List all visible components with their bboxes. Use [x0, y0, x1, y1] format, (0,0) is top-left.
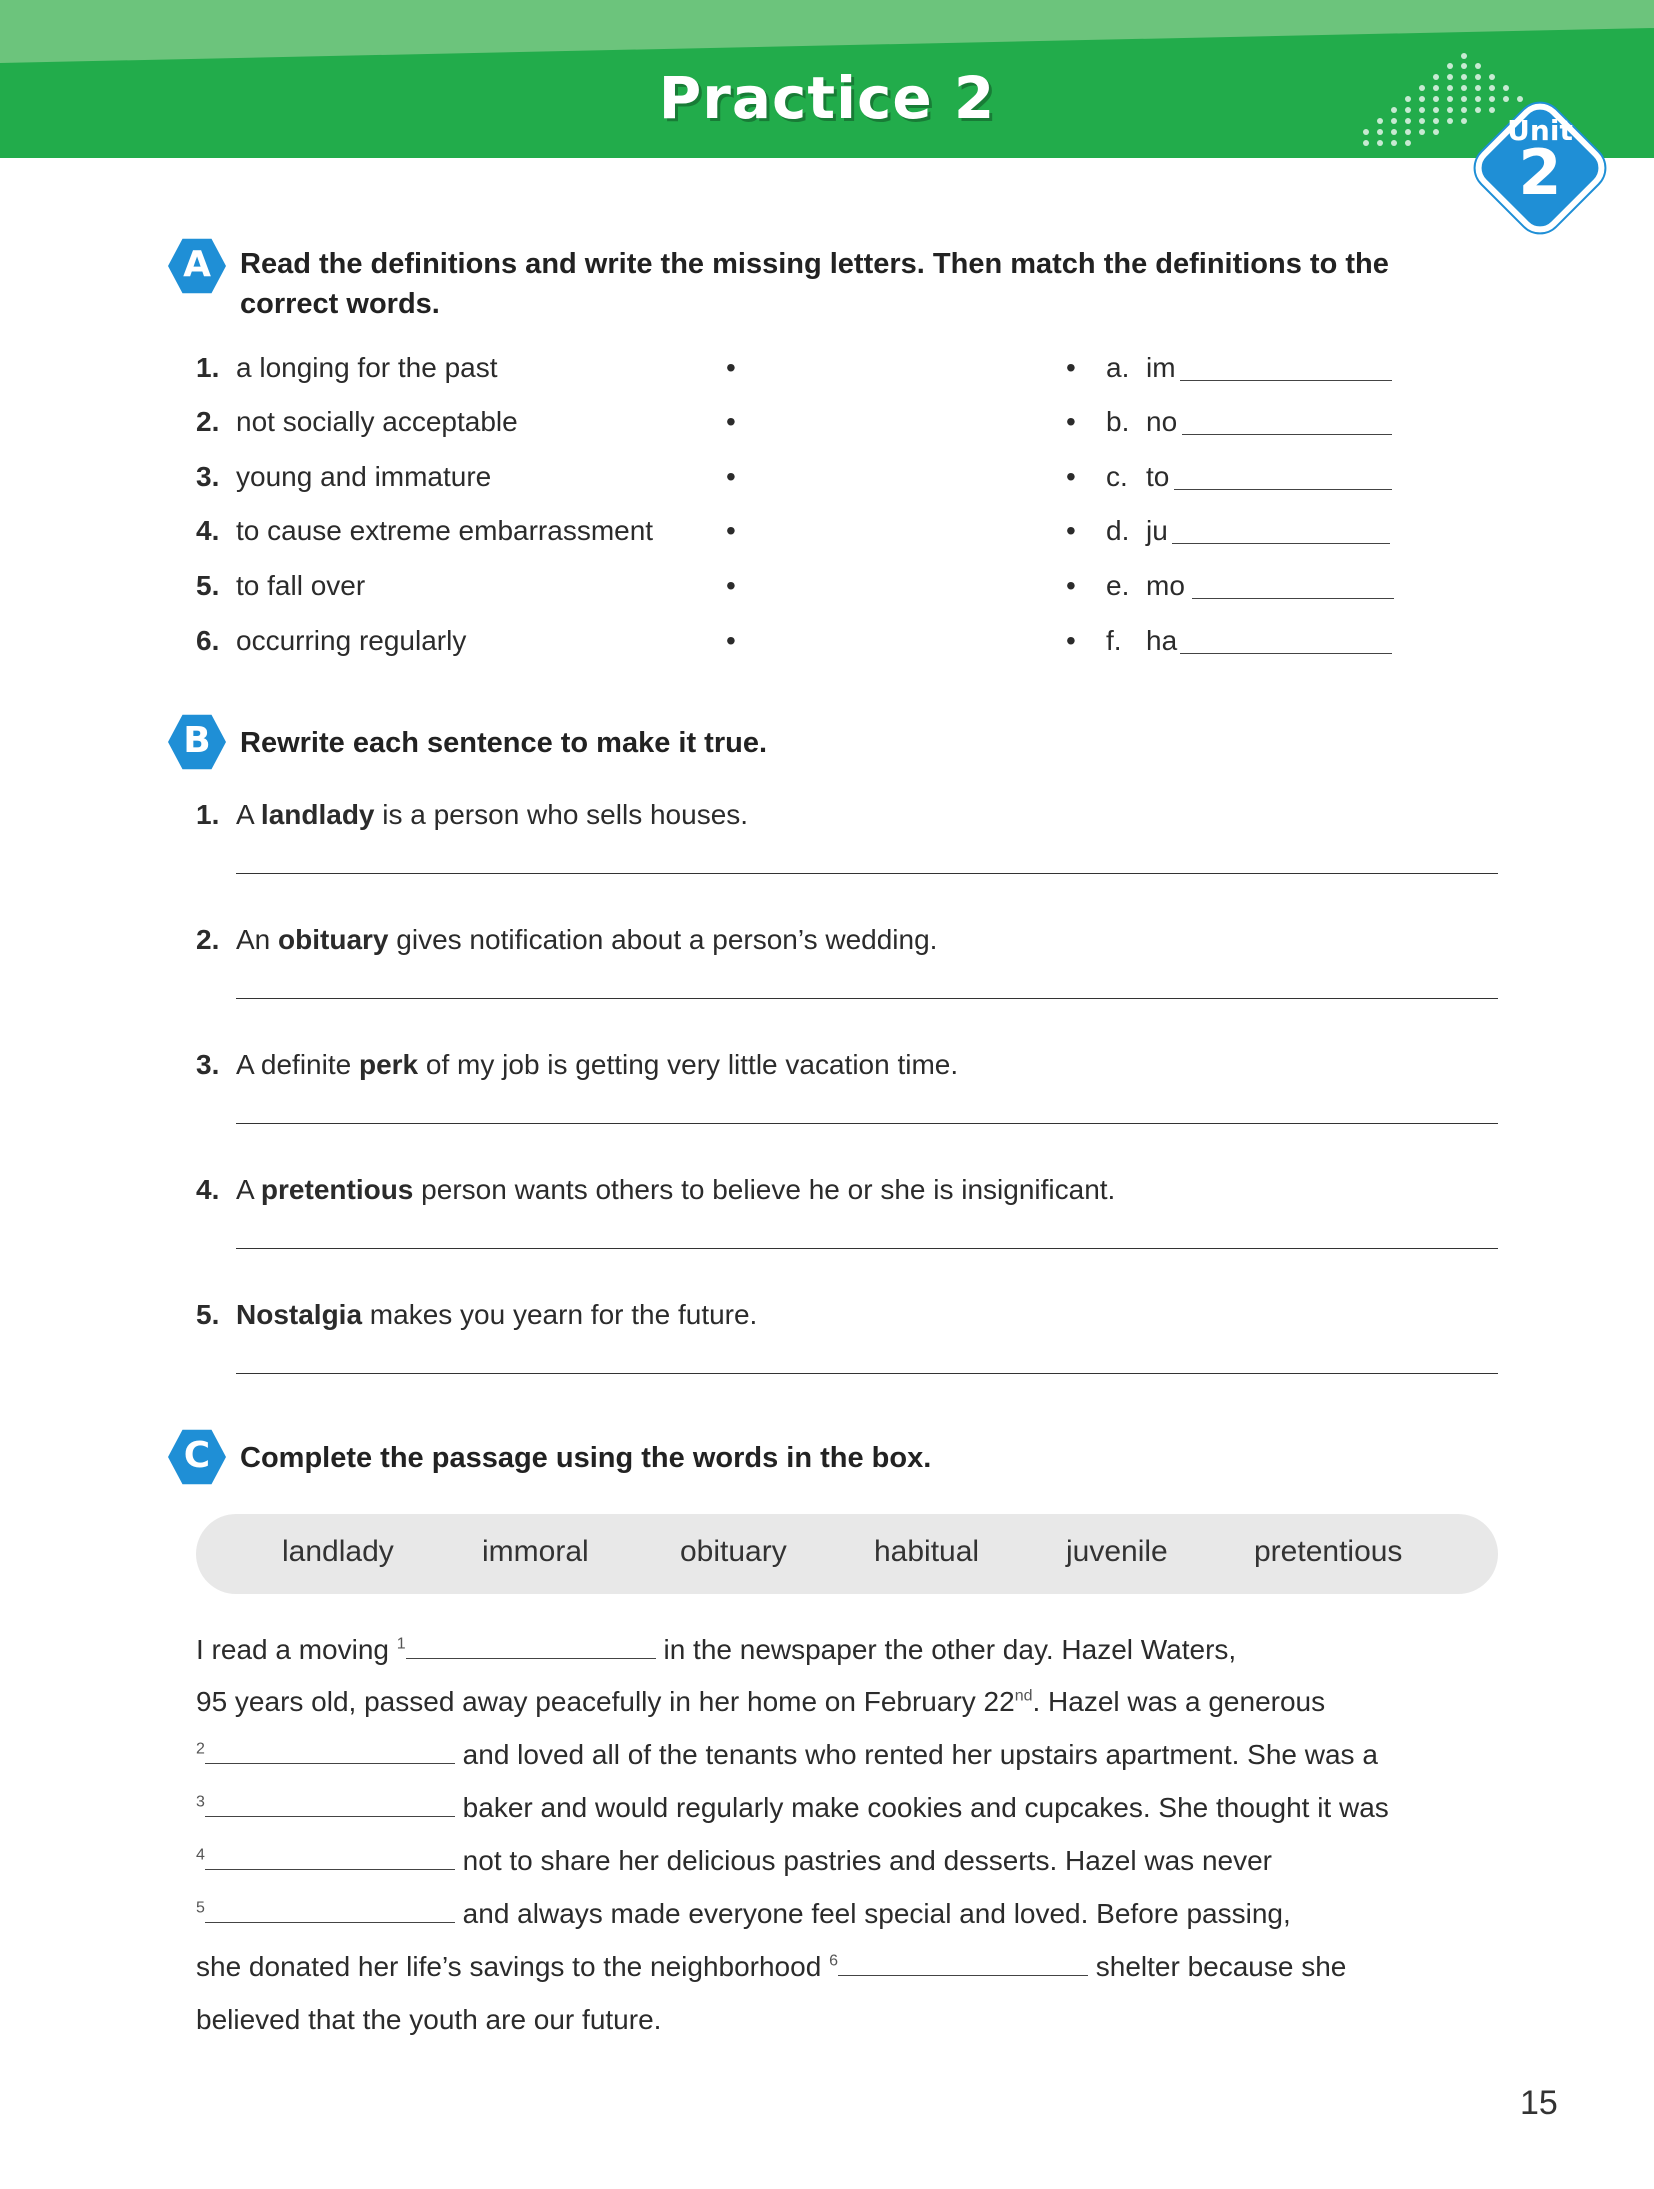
word-letter: f.	[1106, 625, 1122, 656]
section-c-instruction: Complete the passage using the words in the box.	[240, 1442, 932, 1474]
match-dot-left[interactable]: •	[726, 515, 736, 546]
page-number: 15	[1520, 2084, 1558, 2122]
match-dot-right[interactable]: •	[1066, 406, 1076, 437]
sentence-before: A definite	[236, 1049, 359, 1080]
definition-text: a longing for the past	[236, 352, 498, 383]
match-dot-left[interactable]: •	[726, 625, 736, 656]
word-box-item: habitual	[874, 1535, 980, 1568]
missing-letters-blank[interactable]	[1180, 380, 1392, 381]
unit-label: Unit	[1507, 114, 1573, 147]
answer-blank[interactable]	[838, 1952, 1088, 1976]
definition-text: not socially acceptable	[236, 406, 518, 437]
matching-row	[0, 566, 1654, 606]
section-b-instruction: Rewrite each sentence to make it true.	[240, 727, 768, 759]
matching-row	[0, 511, 1654, 551]
passage-text: baker and would regularly make cookies and cupcakes. She thought it was	[454, 1792, 1389, 1823]
blank-number: 5	[196, 1899, 205, 1917]
section-c-badge	[168, 1428, 226, 1486]
key-word: landlady	[260, 799, 375, 830]
word-box	[196, 1514, 1498, 1594]
passage-text: . Hazel was a generous	[1032, 1686, 1326, 1717]
answer-blank[interactable]	[205, 1846, 455, 1870]
item-number: 4.	[196, 515, 220, 546]
word-letter: c.	[1106, 461, 1128, 492]
passage-text: and always made everyone feel special and loved. Before passing,	[454, 1898, 1291, 1929]
unit-number: 2	[1518, 136, 1562, 209]
sentence-after: makes you yearn for the future.	[362, 1299, 758, 1330]
item-number: 4.	[196, 1174, 220, 1205]
definition-text: to fall over	[236, 570, 366, 601]
section-c-letter: C	[183, 1435, 211, 1476]
answer-line[interactable]	[236, 1123, 1498, 1124]
word-letter: d.	[1106, 515, 1130, 546]
answer-blank[interactable]	[205, 1793, 455, 1817]
item-number: 1.	[196, 799, 220, 830]
key-word: perk	[358, 1049, 419, 1080]
sentence-text	[236, 1045, 958, 1085]
answer-line[interactable]	[236, 998, 1498, 999]
section-a-letter: A	[183, 244, 211, 285]
blank-number: 1	[396, 1635, 406, 1653]
missing-letters-blank[interactable]	[1172, 543, 1390, 544]
word-box-item: obituary	[680, 1535, 787, 1568]
sentence-text	[236, 1295, 757, 1335]
match-dot-right[interactable]: •	[1066, 625, 1076, 656]
section-b-letter: B	[183, 720, 211, 761]
word-letter: e.	[1106, 570, 1130, 601]
answer-line[interactable]	[236, 1248, 1498, 1249]
word-box-item: juvenile	[1066, 1535, 1168, 1568]
sentence-text	[236, 1170, 1115, 1210]
match-dot-right[interactable]: •	[1066, 515, 1076, 546]
sentence-after: is a person who sells houses.	[374, 799, 749, 830]
match-dot-left[interactable]: •	[726, 461, 736, 492]
passage-text: not to share her delicious pastries and desserts. Hazel was never	[454, 1845, 1272, 1876]
word-box-item: pretentious	[1254, 1535, 1403, 1568]
passage-text: 95 years old, passed away peacefully in her home on February 22	[196, 1686, 1015, 1717]
section-a-instruction-line2: correct words.	[240, 288, 440, 320]
rewrite-item	[0, 1045, 1654, 1145]
answer-line[interactable]	[236, 1373, 1498, 1374]
answer-blank[interactable]	[205, 1899, 455, 1923]
sentence-before: A	[236, 799, 261, 830]
word-prefix: mo	[1146, 570, 1185, 601]
sentence-after: person wants others to believe he or she is insignificant.	[413, 1174, 1116, 1205]
sentence-before: An	[236, 924, 279, 955]
key-word: pretentious	[260, 1174, 414, 1205]
match-dot-left[interactable]: •	[726, 352, 736, 383]
rewrite-item	[0, 1170, 1654, 1270]
definition-text: occurring regularly	[236, 625, 467, 656]
section-a-instruction-line1: Read the definitions and write the missing letters. Then match the definitions to the	[240, 248, 1389, 280]
passage-text: she donated her life’s savings to the neighborhood	[196, 1951, 830, 1982]
item-number: 2.	[196, 924, 220, 955]
ordinal-suffix: nd	[1014, 1687, 1033, 1705]
word-prefix: no	[1146, 406, 1178, 437]
item-number: 5.	[196, 1299, 220, 1330]
sentence-after: of my job is getting very little vacation time.	[418, 1049, 959, 1080]
word-letter: b.	[1106, 406, 1130, 437]
rewrite-item	[0, 920, 1654, 1020]
blank-number: 3	[196, 1793, 205, 1811]
answer-blank[interactable]	[205, 1740, 455, 1764]
match-dot-right[interactable]: •	[1066, 461, 1076, 492]
passage-line	[196, 1630, 1236, 1682]
sentence-after: gives notification about a person’s wedding.	[388, 924, 938, 955]
item-number: 3.	[196, 461, 220, 492]
blank-number: 4	[196, 1846, 205, 1864]
key-word: obituary	[278, 924, 389, 955]
word-box-item: landlady	[282, 1535, 394, 1568]
match-dot-right[interactable]: •	[1066, 570, 1076, 601]
definition-text: young and immature	[236, 461, 492, 492]
key-word: Nostalgia	[236, 1299, 363, 1330]
page-header	[0, 0, 1654, 158]
page-title: Practice 2	[658, 64, 996, 132]
definition-text: to cause extreme embarrassment	[236, 515, 654, 546]
matching-row	[0, 621, 1654, 661]
answer-blank[interactable]	[406, 1635, 656, 1659]
section-a-badge	[168, 237, 226, 295]
match-dot-right[interactable]: •	[1066, 352, 1076, 383]
word-prefix: to	[1146, 461, 1170, 492]
missing-letters-blank[interactable]	[1174, 489, 1392, 490]
blank-number: 6	[829, 1952, 838, 1970]
passage-text: and loved all of the tenants who rented her upstairs apartment. She was a	[454, 1739, 1378, 1770]
passage-text: I read a moving	[196, 1634, 397, 1665]
missing-letters-blank[interactable]	[1182, 434, 1392, 435]
passage-text: believed that the youth are our future.	[196, 2004, 662, 2035]
word-prefix: ha	[1146, 625, 1178, 656]
item-number: 6.	[196, 625, 220, 656]
matching-row	[0, 402, 1654, 442]
missing-letters-blank[interactable]	[1192, 598, 1394, 599]
section-b-badge	[168, 713, 226, 771]
matching-row	[0, 348, 1654, 388]
word-letter: a.	[1106, 352, 1130, 383]
item-number: 3.	[196, 1049, 220, 1080]
item-number: 1.	[196, 352, 220, 383]
passage-line	[196, 2000, 661, 2052]
item-number: 5.	[196, 570, 220, 601]
rewrite-item	[0, 795, 1654, 895]
passage-line	[196, 1682, 1325, 1734]
passage-line	[196, 1841, 1272, 1893]
passage-text: in the newspaper the other day. Hazel Waters,	[655, 1634, 1237, 1665]
passage-text: shelter because she	[1087, 1951, 1347, 1982]
passage-line	[196, 1947, 1346, 1999]
passage-line	[196, 1788, 1389, 1840]
missing-letters-blank[interactable]	[1180, 653, 1392, 654]
match-dot-left[interactable]: •	[726, 570, 736, 601]
rewrite-item	[0, 1295, 1654, 1395]
matching-row	[0, 457, 1654, 497]
blank-number: 2	[196, 1740, 205, 1758]
word-prefix: ju	[1146, 515, 1168, 546]
word-box-item: immoral	[482, 1535, 589, 1568]
sentence-text	[236, 920, 937, 960]
item-number: 2.	[196, 406, 220, 437]
match-dot-left[interactable]: •	[726, 406, 736, 437]
passage-line	[196, 1894, 1291, 1946]
sentence-text	[236, 795, 748, 835]
sentence-before: A	[236, 1174, 261, 1205]
answer-line[interactable]	[236, 873, 1498, 874]
unit-badge	[1464, 92, 1616, 244]
word-prefix: im	[1146, 352, 1176, 383]
passage-line	[196, 1735, 1378, 1787]
